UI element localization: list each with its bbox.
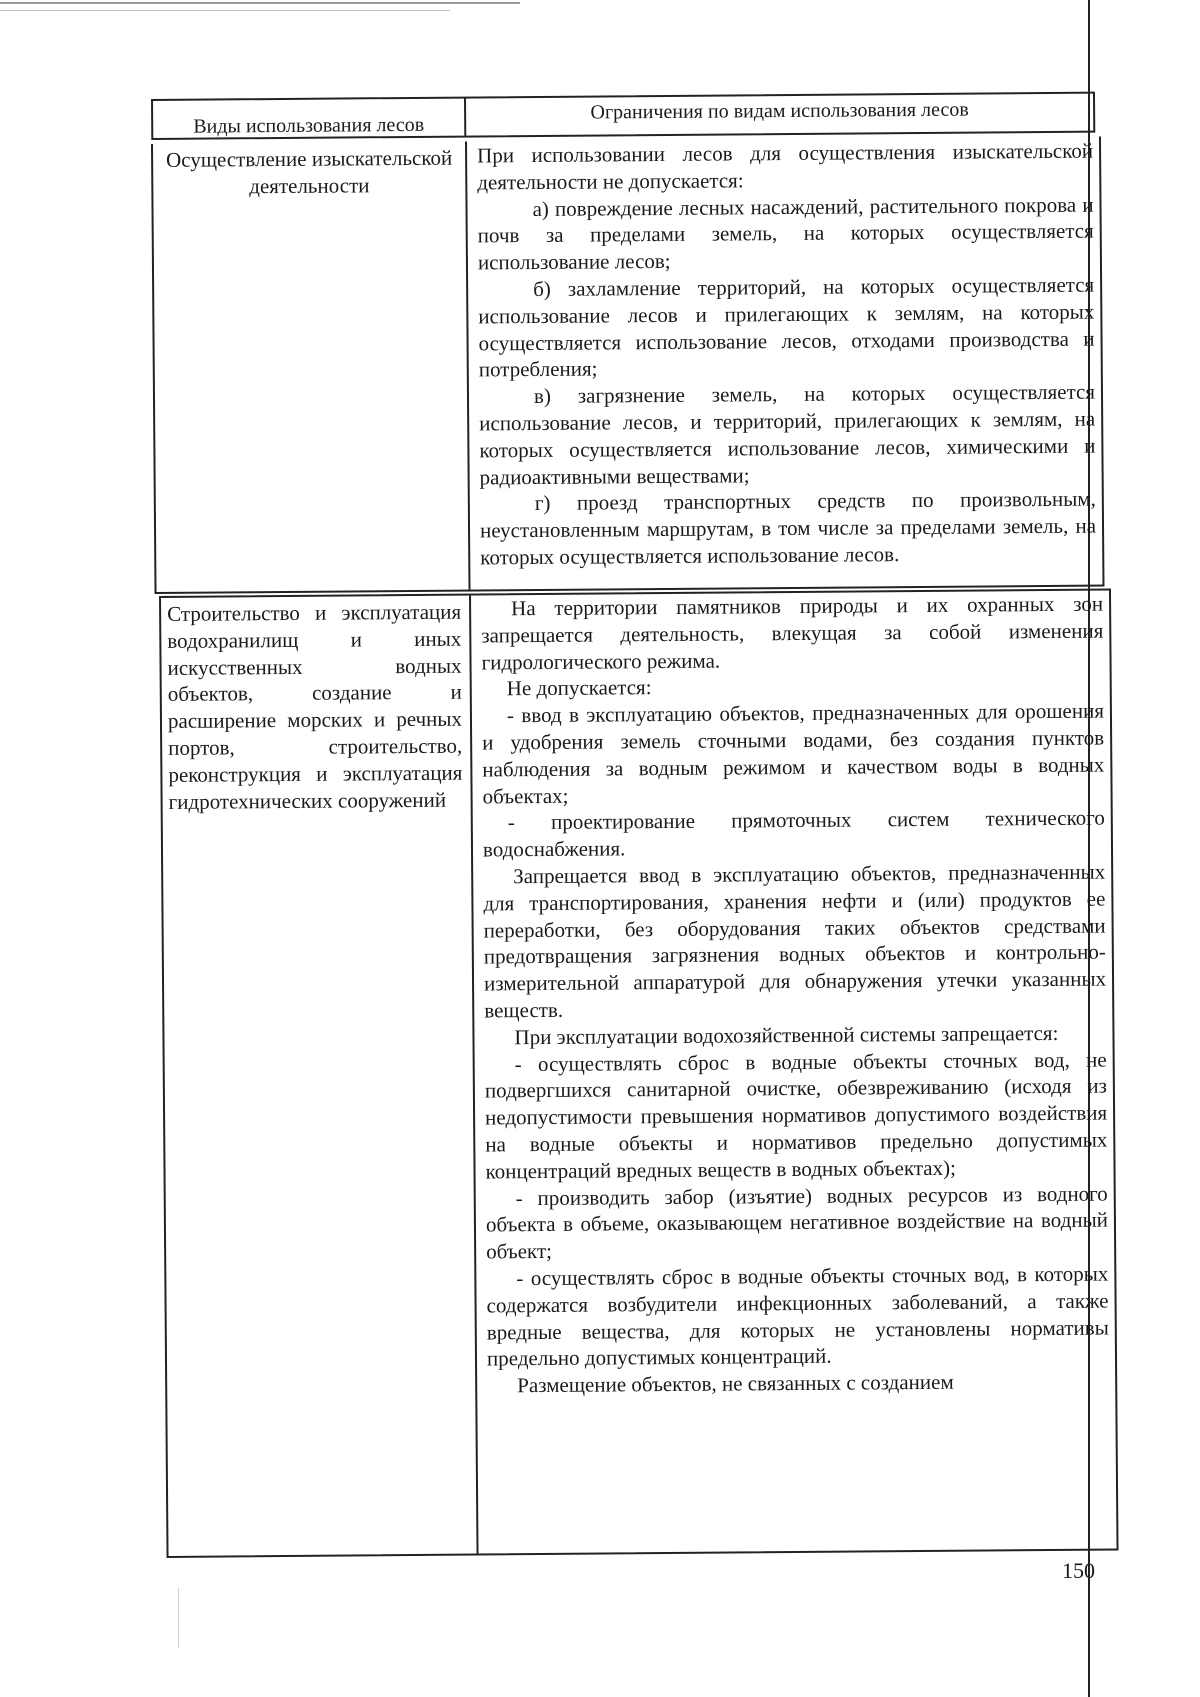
scan-edge-line [0,2,520,4]
table-row [151,137,1105,594]
restriction-paragraph: г) проезд транспортных средств по произвольным, неустановленным маршрутам, в том числе за пределами земель, на которых осуществляется использование лесов. [479,486,1097,570]
restriction-paragraph: Запрещается ввод в эксплуатацию объектов, предназначенных для транспортирования, хранения нефти и (или) продуктов ее переработки, без оборудования таких объектов средствами предотвращения загрязнения водных объектов и контрольно-измерительной аппаратурой для обнаружения утечки указанных веществ. [483,859,1107,1023]
restriction-paragraph: а) повреждение лесных насаждений, растительного покрова и почв за пределами земель, на которых осуществляется использование лесов; [477,192,1094,275]
restriction-paragraph: б) захламление территорий, на которых осуществляется использование лесов и прилегающих к землям, на которых осуществляется использование лесов, отходами производства и потребления; [478,272,1095,382]
restrictions-cell [471,591,1117,1554]
restriction-paragraph: - производить забор (изъятие) водных ресурсов из водного объекта в объеме, оказывающем негативное воздействие на водный объект; [485,1181,1109,1264]
forest-use-type-cell: Осуществление изыскательской деятельности [153,142,471,592]
restriction-paragraph: При эксплуатации водохозяйственной системы запрещается: [514,1020,1059,1049]
scan-edge-line-secondary [0,10,450,11]
restriction-paragraph: - осуществлять сброс в водные объекты сточных вод, в которых содержатся возбудители инфекционных заболеваний, а также вредные вещества, для которых не установлены нормативы предельно допустимых концентраций. [486,1261,1109,1371]
header-forest-use-types: Виды использования лесов [153,99,466,138]
restriction-paragraph: в) загрязнение земель, на которых осуществляется использование лесов, и территорий, прилегающих к землям, на которых осуществляется использование лесов, химическими и радиоактивными веществами; [479,379,1096,489]
restriction-paragraph: - осуществлять сброс в водные объекты сточных вод, не подвергшихся санитарной очистке, обезвреживанию (исходя из недопустимости превышения нормативов допустимого воздействия на водные объекты и нормативов предельно допустимых концентраций вредных веществ в водных объектах); [484,1047,1108,1184]
restrictions-cell [467,137,1102,590]
forest-use-type-cell: Строительство и эксплуатация водохранилищ и иных искусственных водных объектов, создание и расширение морских и речных портов, строительство, реконструкция и эксплуатация гидротехнических сооружений [161,596,479,1556]
page-number: 150 [1062,1558,1095,1583]
restriction-paragraph: Размещение объектов, не связанных с созданием [517,1369,954,1398]
header-restrictions: Ограничения по видам использования лесов [590,98,969,124]
table-row [159,589,1119,1558]
scan-artifact-mark [178,1588,179,1648]
table-header [151,92,1095,140]
restriction-paragraph: На территории памятников природы и их охранных зон запрещается деятельность, влекущая за собой изменения гидрологического режима. [481,591,1104,675]
restriction-paragraph: Не допускается: [506,675,652,701]
restriction-paragraph: При использовании лесов для осуществления изыскательской деятельности не допускается: [477,138,1094,195]
restriction-paragraph: - ввод в эксплуатацию объектов, предназначенных для орошения и удобрения земель сточными водами, без создания пунктов наблюдения за водным режимом и качеством воды в водных объектах; [482,698,1105,809]
restriction-paragraph: - проектирование прямоточных систем технического водоснабжения. [482,805,1105,862]
